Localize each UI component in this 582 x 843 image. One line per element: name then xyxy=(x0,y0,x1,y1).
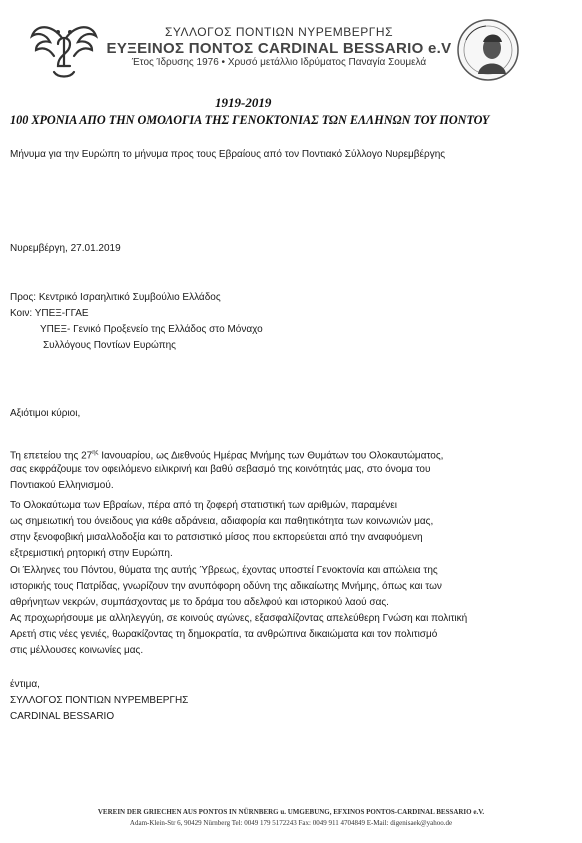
recipient-to: Προς: Κεντρικό Ισραηλιτικό Συμβούλιο Ελλάδος xyxy=(10,292,221,303)
paragraph2-line: Το Ολοκαύτωμα των Εβραίων, πέρα από τη ζοφερή στατιστική των αριθμών, παραμένει xyxy=(10,500,397,511)
p1-text-before: Τη επετείου της 27 xyxy=(10,450,93,462)
closing-word: έντιμα, xyxy=(10,679,40,690)
p1-text-after: Ιανουαρίου, ως Διεθνούς Ημέρας Μνήμης των Θυμάτων του Ολοκαυτώματος, xyxy=(98,450,444,462)
footer-line2: Adam-Klein-Str 6, 90429 Nürnberg Tel: 0049 179 5172243 Fax: 0049 911 4704849 E-Mail: digenisaek@yahoo.de xyxy=(129,819,453,827)
salutation: Αξιότιμοι κύριοι, xyxy=(10,408,81,419)
recipient-cc: Κοιν: ΥΠΕΞ-ΓΓΑΕ xyxy=(10,308,89,319)
paragraph2-line: ιστορικής τους Πατρίδας, γνωρίζουν την ανυπόφορη οδύνη της αδικαίωτης Μνήμης, όπως και των xyxy=(10,581,442,592)
place-date: Νυρεμβέργη, 27.01.2019 xyxy=(10,243,121,254)
document-title: 100 ΧΡΟΝΙΑ ΑΠΟ ΤΗΝ ΟΜΟΛΟΓΙΑ ΤΗΣ ΓΕΝΟΚΤΟΝΙΑΣ ΤΩΝ ΕΛΛΗΝΩΝ ΤΟΥ ΠΟΝΤΟΥ xyxy=(10,113,490,127)
years-heading: 1919-2019 xyxy=(215,95,272,110)
recipient-cc2: ΥΠΕΞ- Γενικό Προξενείο της Ελλάδος στο Μόναχο xyxy=(40,324,263,335)
paragraph2-line: Αρετή στις νέες γενιές, θωρακίζοντας τη δημοκρατία, τα ανθρώπινα δικαιώματα και τον πολιτισμό xyxy=(10,629,438,640)
paragraph2-line: Ας προχωρήσουμε με αλληλεγγύη, σε κοινούς αγώνες, εξασφαλίζοντας απελεύθερη Γνώση και πολιτική xyxy=(10,613,468,624)
paragraph2-line: στις μέλλουσες κοινωνίες μας. xyxy=(10,645,144,656)
closing-association: ΣΥΛΛΟΓΟΣ ΠΟΝΤΙΩΝ ΝΥΡΕΜΒΕΡΓΗΣ xyxy=(10,695,189,706)
letterhead-name: ΕΥΞΕΙΝΟΣ ΠΟΝΤΟΣ CARDINAL BESSARIO e.V xyxy=(106,40,452,57)
letterhead-subtitle: Έτος Ίδρυσης 1976 • Χρυσό μετάλλιο Ιδρύματος Παναγία Σουμελά xyxy=(131,57,427,68)
letterhead-association: ΣΥΛΛΟΓΟΣ ΠΟΝΤΙΩΝ ΝΥΡΕΜΒΕΡΓΗΣ xyxy=(164,25,394,39)
paragraph2-line: αθρήνητων νεκρών, συμπάσχοντας με το δράμα του αδελφού και ιστορικού λαού σας. xyxy=(10,597,389,608)
paragraph1-line: Ποντιακού Ελληνισμού. xyxy=(10,480,114,491)
double-headed-eagle-icon xyxy=(28,20,100,82)
intro-line: Μήνυμα για την Ευρώπη το μήνυμα προς τους Εβραίους από τον Ποντιακό Σύλλογο Νυρεμβέργης xyxy=(10,149,446,160)
bessarion-portrait-seal xyxy=(456,18,520,82)
closing-name: CARDINAL BESSARIO xyxy=(10,711,115,722)
paragraph2-line: Οι Έλληνες του Πόντου, θύματα της αυτής Ύβρεως, έχοντας υποστεί Γενοκτονία και απώλεια της xyxy=(10,565,438,576)
p1-ordinal-sup: ης xyxy=(92,450,99,456)
paragraph2-line: στην ξενοφοβική μισαλλοδοξία και το ρατσιστικό μίσος που εκπορεύεται από την αναφυόμενη xyxy=(10,532,423,543)
paragraph1-line: σας εκφράζουμε τον οφειλόμενο ειλικρινή και βαθύ σεβασμό της κοινότητάς μας, στο όνομα του xyxy=(10,464,431,475)
paragraph2-line: ως σημειωτική του όνειδους για κάθε αδράνεια, αδιαφορία και παθητικότητα των κοινωνιών μας, xyxy=(10,516,434,527)
paragraph2-line: εξτρεμιστική ρητορική στην Ευρώπη. xyxy=(10,548,173,559)
recipient-cc3: Συλλόγους Ποντίων Ευρώπης xyxy=(43,340,177,351)
footer-line1: VEREIN DER GRIECHEN AUS PONTOS IN NÜRNBERG u. UMGEBUNG, EFXINOS PONTOS-CARDINAL BESSARIO e.V. xyxy=(97,808,485,816)
